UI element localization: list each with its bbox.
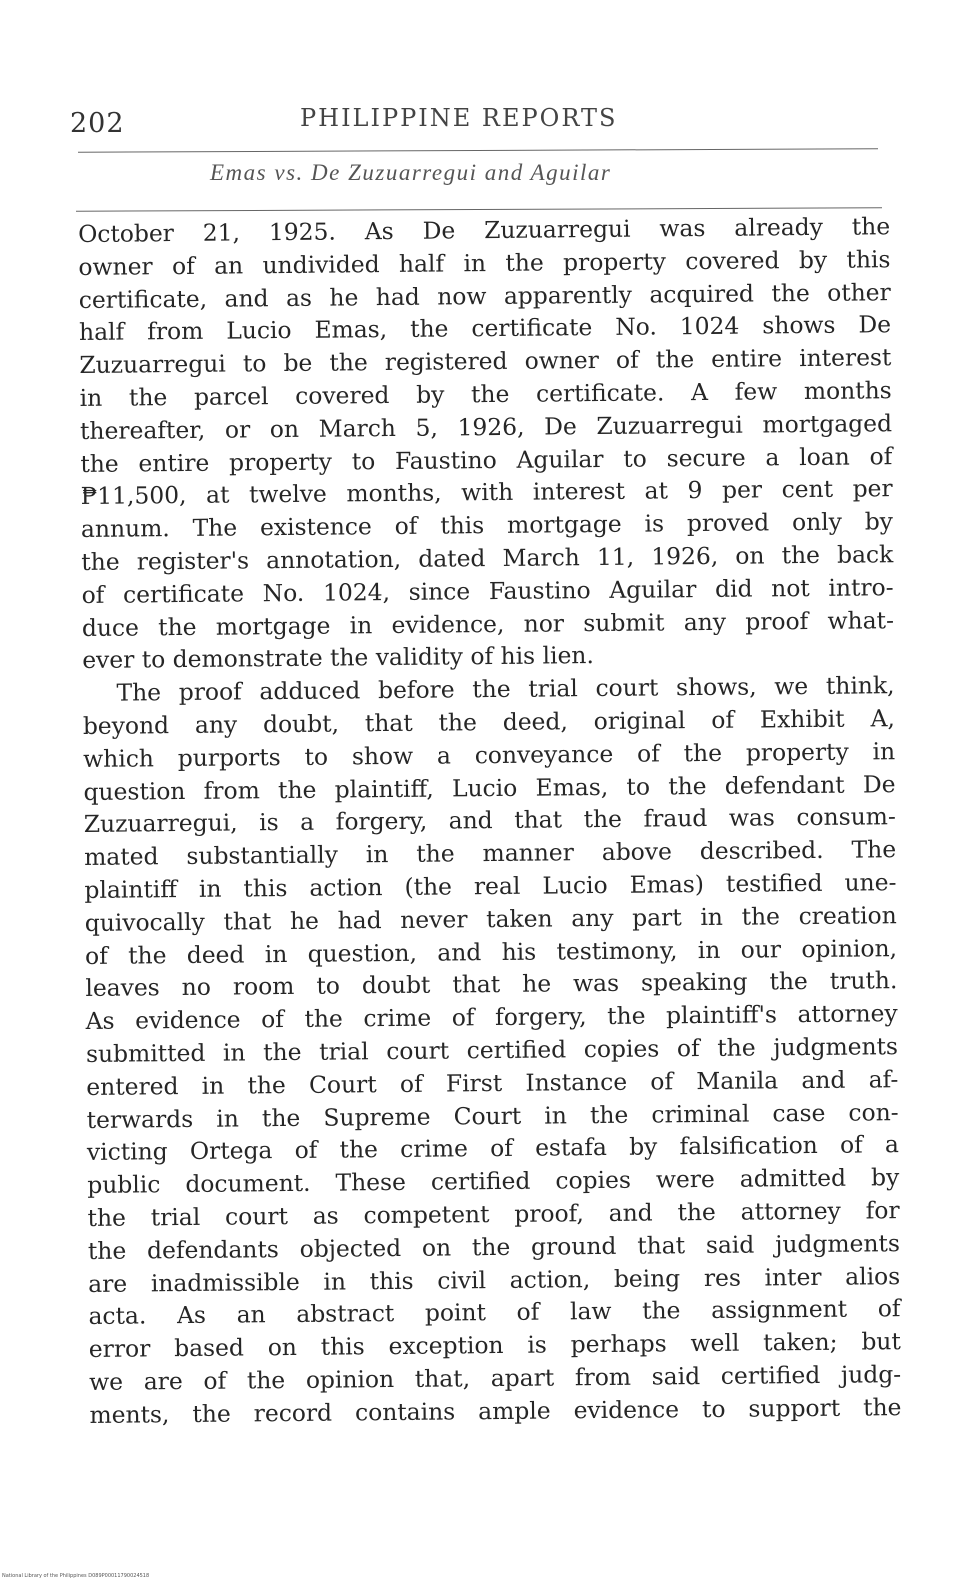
text-line: October 21, 1925. As De Zuzuarregui was already the [78, 212, 891, 248]
header-rule-top [78, 148, 878, 152]
text-line: the defendants objected on the ground that said judgments [87, 1228, 901, 1265]
text-line: half from Lucio Emas, the certificate No. 1024 shows De [78, 310, 892, 347]
text-line: annum. The existence of this mortgage is proved only by [80, 507, 894, 544]
text-line: of the deed in question, and his testimony, in our opinion, [84, 933, 898, 970]
text-line: public document. These certified copies were admitted by [87, 1163, 900, 1200]
body-text [78, 210, 902, 1431]
footer-stamp: National Library of the Philippines D089P00011790024518 [2, 1573, 150, 1579]
text-line: ₱11,500, at twelve months, with interest at 9 per cent per [80, 474, 893, 511]
text-line: quivocally that he had never taken any part in the creation [84, 900, 897, 937]
text-line: of certificate No. 1024, since Faustino Aguilar did not intro- [81, 572, 894, 609]
text-line: beyond any doubt, that the deed, original of Exhibit A, [82, 704, 895, 740]
text-line: acta. As an abstract point of law the assignment of [88, 1294, 901, 1331]
text-line: As evidence of the crime of forgery, the plaintiff's attorney [85, 999, 898, 1036]
text-line: owner of an undivided half in the property covered by this [78, 245, 891, 281]
text-line: which purports to show a conveyance of the property in [83, 736, 896, 773]
text-line: leaves no room to doubt that he was speaking the truth. [85, 966, 898, 1003]
reporter-title: PHILIPPINE REPORTS [300, 104, 618, 132]
text-line: Zuzuarregui to be the registered owner of the entire interest [79, 343, 892, 380]
text-line: entered in the Court of First Instance of Manila and af- [86, 1064, 899, 1101]
text-line: ments, the record contains ample evidence to support the [89, 1392, 902, 1429]
text-line: terwards in the Supreme Court in the criminal case con- [86, 1097, 899, 1134]
case-title: Emas vs. De Zuzuarregui and Aguilar [210, 160, 612, 185]
text-line: duce the mortgage in evidence, nor submit any proof what- [81, 605, 895, 642]
text-line: submitted in the trial court certified copies of the judgments [85, 1032, 899, 1068]
page-number: 202 [70, 108, 125, 139]
text-line: Zuzuarregui, is a forgery, and that the fraud was consum- [83, 802, 896, 839]
text-line: we are of the opinion that, apart from said certified judg- [89, 1360, 902, 1396]
text-line: error based on this exception is perhaps well taken; but [88, 1327, 901, 1364]
running-head [70, 104, 880, 148]
text-line: plaintiff in this action (the real Lucio Emas) testified une- [84, 868, 897, 904]
text-line: the register's annotation, dated March 11, 1926, on the back [81, 540, 894, 576]
text-line: question from the plaintiff, Lucio Emas, to the defendant De [83, 769, 896, 806]
text-line: thereafter, or on March 5, 1926, De Zuzuarregui mortgaged [79, 408, 893, 445]
text-line: certificate, and as he had now apparently acquired the other [78, 277, 891, 314]
text-line: in the parcel covered by the certificate. A few months [79, 376, 892, 412]
text-line: the trial court as competent proof, and the attorney for [87, 1196, 900, 1232]
text-line: the entire property to Faustino Aguilar to secure a loan of [80, 441, 893, 478]
text-line: are inadmissible in this civil action, being res inter alios [88, 1261, 901, 1298]
text-line: victing Ortega of the crime of estafa by falsification of a [86, 1130, 900, 1167]
paragraph-2 [82, 669, 901, 1431]
paragraph-1 [78, 210, 894, 677]
text-line: mated substantially in the manner above described. The [84, 835, 897, 872]
text-line: The proof adduced before the trial court shows, we think, [116, 671, 895, 707]
text-line: ever to demonstrate the validity of his lien. [82, 641, 594, 675]
